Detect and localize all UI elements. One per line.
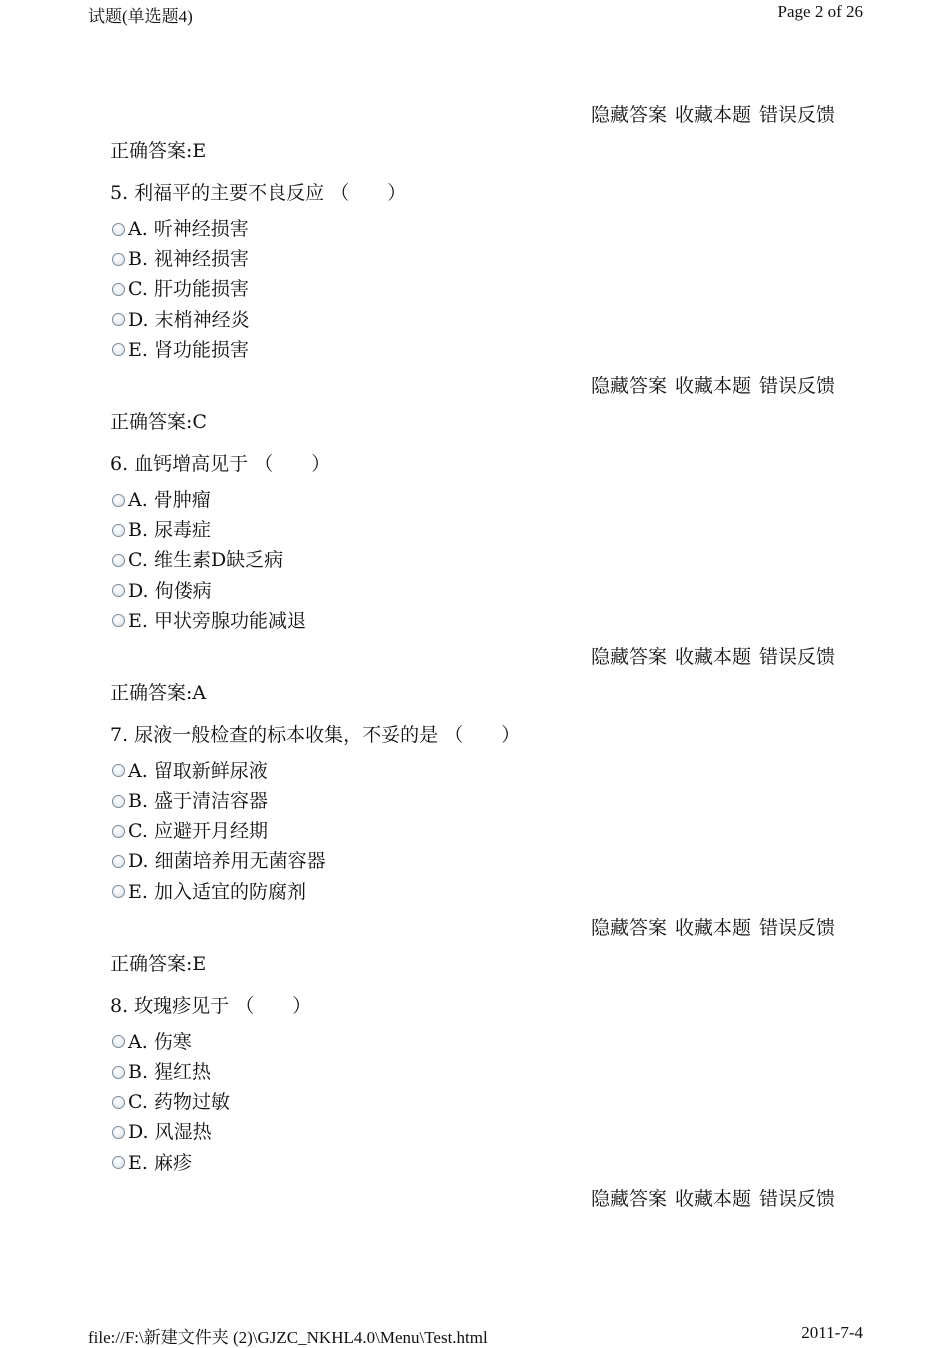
option-row[interactable]	[110, 1087, 835, 1117]
radio-button[interactable]	[112, 1035, 125, 1048]
question-actions	[110, 371, 835, 401]
radio-button[interactable]	[112, 313, 125, 326]
option-label: B. 猩红热	[128, 1061, 212, 1083]
option-label: E. 甲状旁腺功能减退	[128, 609, 306, 632]
radio-button[interactable]	[112, 1066, 125, 1079]
hide-answer-link[interactable]: 隐藏答案	[590, 1187, 667, 1210]
option-label: E. 肾功能损害	[128, 338, 249, 361]
option-row[interactable]	[110, 1057, 835, 1087]
option-label: C. 药物过敏	[128, 1091, 230, 1114]
correct-answer: 正确答案:C	[110, 410, 207, 433]
favorite-link[interactable]: 收藏本题	[674, 104, 751, 126]
radio-button[interactable]	[112, 1156, 125, 1169]
option-row[interactable]	[110, 1148, 835, 1178]
radio-button[interactable]	[112, 855, 125, 868]
radio-button[interactable]	[112, 554, 125, 567]
option-row[interactable]	[110, 576, 835, 606]
option-row[interactable]	[110, 756, 835, 786]
option-label: E. 加入适宜的防腐剂	[128, 880, 306, 903]
option-label: A. 留取新鲜尿液	[128, 759, 268, 782]
question-actions	[110, 913, 835, 943]
radio-button[interactable]	[112, 825, 125, 838]
option-label: D. 风湿热	[128, 1121, 212, 1144]
option-label: D. 佝偻病	[128, 579, 212, 602]
radio-button[interactable]	[112, 223, 125, 236]
option-label: C. 维生素D缺乏病	[128, 549, 284, 572]
option-row[interactable]	[110, 545, 835, 575]
radio-button[interactable]	[112, 614, 125, 627]
option-row[interactable]	[110, 786, 835, 816]
option-label: A. 伤寒	[128, 1030, 192, 1053]
option-label: C. 肝功能损害	[128, 278, 249, 301]
question-actions	[110, 100, 835, 130]
option-row[interactable]	[110, 335, 835, 365]
feedback-link[interactable]: 错误反馈	[758, 916, 835, 939]
option-row[interactable]	[110, 877, 835, 907]
feedback-link[interactable]: 错误反馈	[758, 645, 835, 668]
correct-answer: 正确答案:E	[110, 952, 207, 975]
option-row[interactable]	[110, 606, 835, 636]
favorite-link[interactable]: 收藏本题	[674, 1187, 751, 1210]
option-row[interactable]	[110, 305, 835, 335]
question-title: 8. 玫瑰疹见于 （ ）	[110, 994, 312, 1017]
option-row[interactable]	[110, 274, 835, 304]
radio-button[interactable]	[112, 494, 125, 507]
radio-button[interactable]	[112, 524, 125, 537]
correct-answer: 正确答案:A	[110, 681, 207, 704]
option-label: A. 听神经损害	[128, 218, 249, 240]
radio-button[interactable]	[112, 764, 125, 777]
radio-button[interactable]	[112, 1126, 125, 1139]
question-actions	[110, 1184, 835, 1214]
hide-answer-link[interactable]: 隐藏答案	[590, 374, 667, 397]
radio-button[interactable]	[112, 885, 125, 898]
correct-answer: 正确答案:E	[110, 140, 207, 162]
radio-button[interactable]	[112, 795, 125, 808]
question-title: 7. 尿液一般检查的标本收集，不妥的是 （ ）	[110, 723, 521, 746]
footer-file-path: file://F:\新建文件夹 (2)\GJZC_NKHL4.0\Menu\Test.html	[88, 1328, 488, 1347]
option-row[interactable]	[110, 244, 835, 274]
hide-answer-link[interactable]: 隐藏答案	[590, 916, 667, 939]
option-row[interactable]	[110, 515, 835, 545]
option-label: B. 盛于清洁容器	[128, 790, 269, 813]
option-label: B. 尿毒症	[128, 519, 212, 542]
option-row[interactable]	[110, 846, 835, 876]
page-header-title: 试题(单选题4)	[88, 7, 193, 26]
option-label: B. 视神经损害	[128, 248, 250, 271]
option-row[interactable]	[110, 1027, 835, 1057]
favorite-link[interactable]: 收藏本题	[674, 645, 751, 668]
question-actions	[110, 642, 835, 672]
feedback-link[interactable]: 错误反馈	[758, 104, 835, 126]
option-row[interactable]	[110, 214, 835, 244]
option-label: D. 细菌培养用无菌容器	[128, 850, 326, 873]
page-number: Page 2 of 26	[777, 2, 863, 21]
favorite-link[interactable]: 收藏本题	[674, 374, 751, 397]
option-label: A. 骨肿瘤	[128, 488, 211, 511]
option-label: C. 应避开月经期	[128, 820, 268, 843]
option-row[interactable]	[110, 485, 835, 515]
radio-button[interactable]	[112, 343, 125, 356]
option-label: E. 麻疹	[128, 1151, 192, 1174]
hide-answer-link[interactable]: 隐藏答案	[590, 104, 667, 126]
option-label: D. 末梢神经炎	[128, 308, 250, 331]
feedback-link[interactable]: 错误反馈	[758, 1187, 835, 1210]
favorite-link[interactable]: 收藏本题	[674, 916, 751, 939]
radio-button[interactable]	[112, 1096, 125, 1109]
question-title: 5. 利福平的主要不良反应 （ ）	[110, 182, 407, 204]
option-row[interactable]	[110, 1117, 835, 1147]
option-row[interactable]	[110, 816, 835, 846]
footer-date: 2011-7-4	[801, 1323, 863, 1342]
radio-button[interactable]	[112, 584, 125, 597]
radio-button[interactable]	[112, 253, 125, 266]
question-title: 6. 血钙增高见于 （ ）	[110, 452, 331, 475]
hide-answer-link[interactable]: 隐藏答案	[590, 645, 667, 668]
feedback-link[interactable]: 错误反馈	[758, 374, 835, 397]
radio-button[interactable]	[112, 283, 125, 296]
question-list	[110, 100, 835, 1220]
